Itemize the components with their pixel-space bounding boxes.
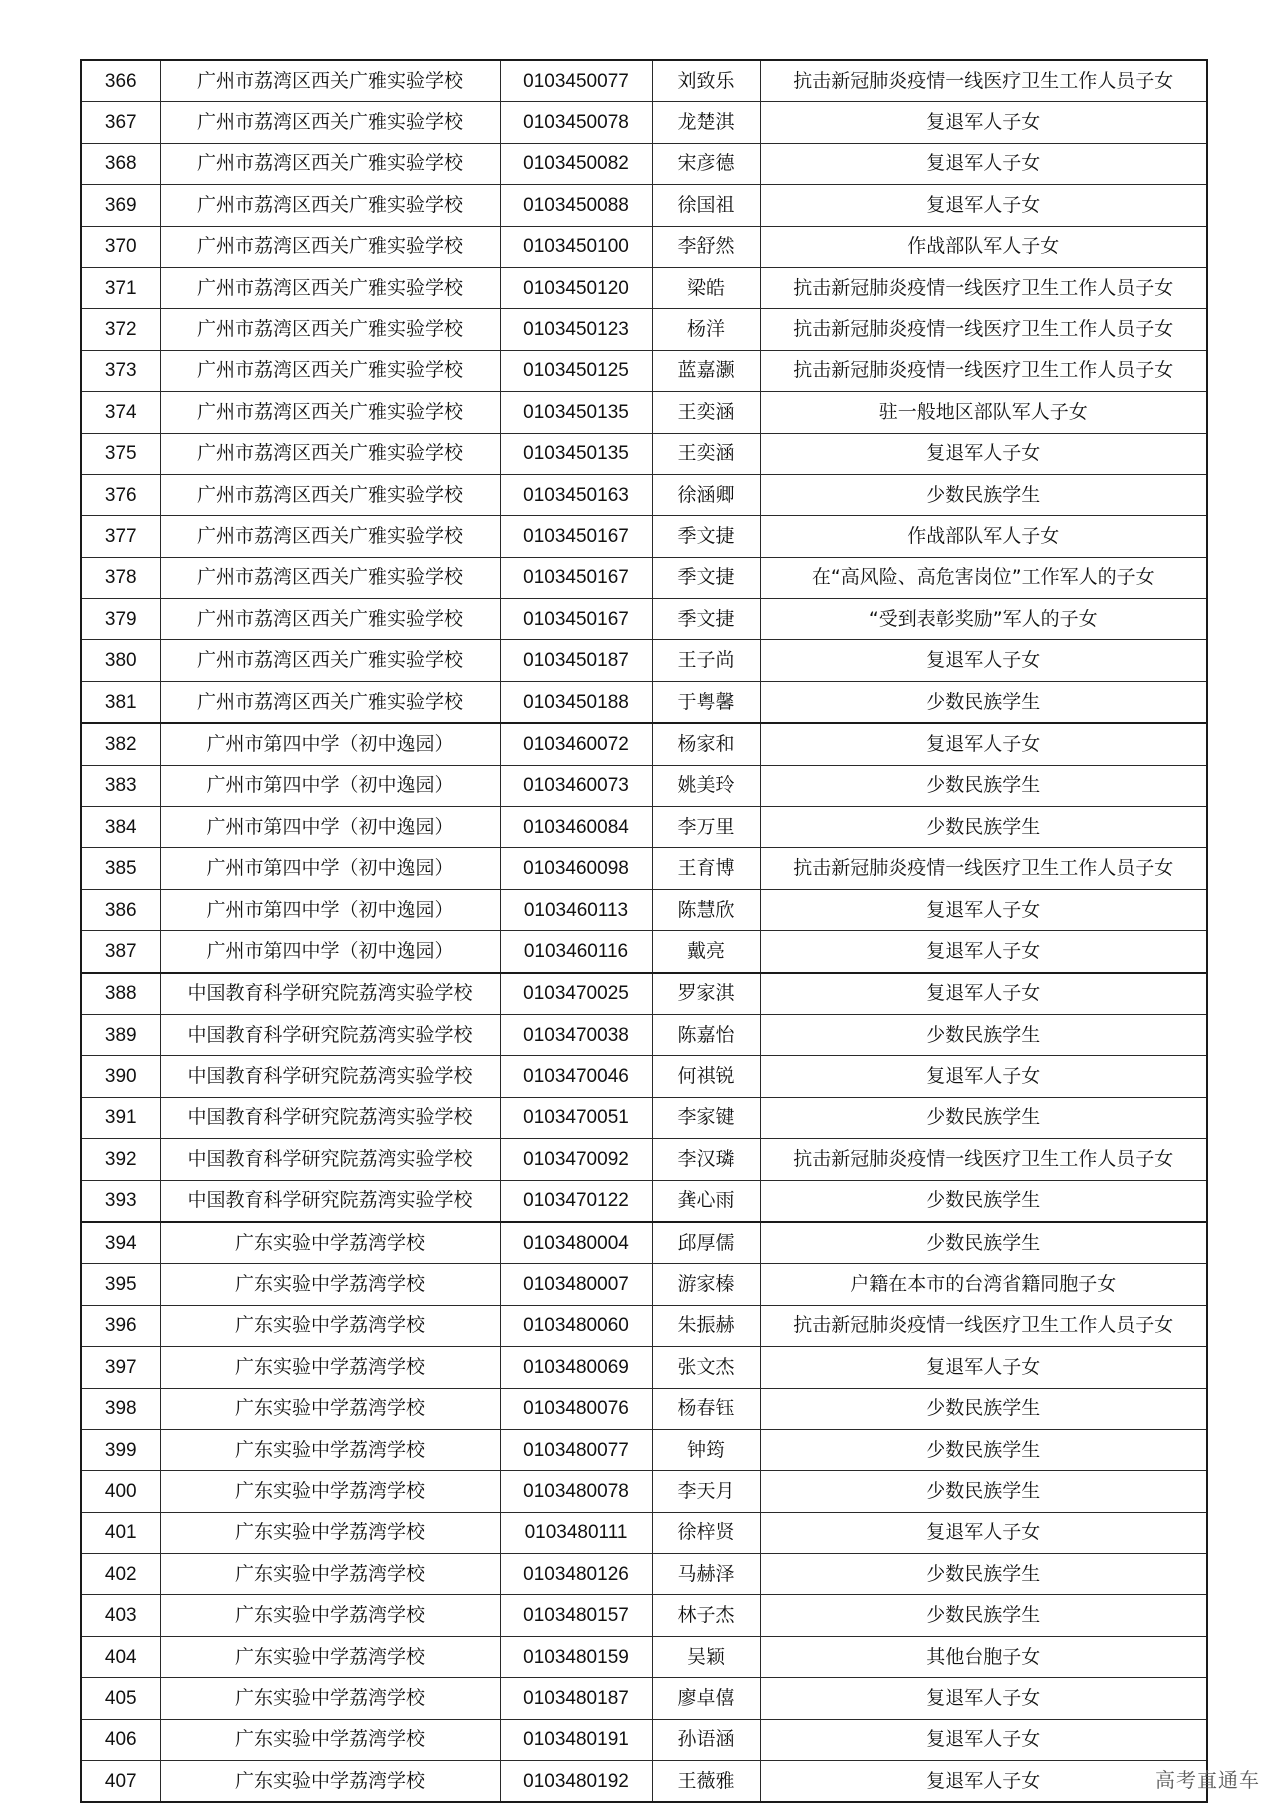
row-number-cell: 382 <box>81 723 160 765</box>
student-name-cell: 李舒然 <box>652 226 760 267</box>
row-number-cell: 402 <box>81 1554 160 1595</box>
category-cell: 抗击新冠肺炎疫情一线医疗卫生工作人员子女 <box>760 309 1207 350</box>
student-name-cell: 罗家淇 <box>652 973 760 1015</box>
row-number-cell: 381 <box>81 681 160 723</box>
row-number-cell: 404 <box>81 1636 160 1677</box>
table-row <box>81 681 1207 723</box>
row-number-cell: 392 <box>81 1139 160 1180</box>
student-id-cell: 0103470046 <box>500 1056 652 1097</box>
student-name-cell: 王薇雅 <box>652 1761 760 1803</box>
table-row <box>81 557 1207 598</box>
school-cell: 广州市荔湾区西关广雅实验学校 <box>160 681 500 723</box>
row-number-cell: 394 <box>81 1222 160 1264</box>
student-id-cell: 0103450135 <box>500 392 652 433</box>
student-name-cell: 季文捷 <box>652 557 760 598</box>
table-row <box>81 309 1207 350</box>
table-row <box>81 1388 1207 1429</box>
table-row <box>81 640 1207 681</box>
student-id-cell: 0103480007 <box>500 1264 652 1305</box>
student-name-cell: 邱厚儒 <box>652 1222 760 1264</box>
school-cell: 广东实验中学荔湾学校 <box>160 1429 500 1470</box>
category-cell: 少数民族学生 <box>760 1097 1207 1138</box>
student-name-cell: 戴亮 <box>652 931 760 973</box>
table-row <box>81 1678 1207 1719</box>
category-cell: 复退军人子女 <box>760 889 1207 930</box>
category-cell: “受到表彰奖励”军人的子女 <box>760 599 1207 640</box>
student-id-cell: 0103450078 <box>500 102 652 143</box>
student-name-cell: 徐国祖 <box>652 185 760 226</box>
category-cell: 少数民族学生 <box>760 1595 1207 1636</box>
row-number-cell: 377 <box>81 516 160 557</box>
row-number-cell: 370 <box>81 226 160 267</box>
row-number-cell: 366 <box>81 60 160 102</box>
row-number-cell: 387 <box>81 931 160 973</box>
row-number-cell: 385 <box>81 848 160 889</box>
student-name-cell: 杨洋 <box>652 309 760 350</box>
category-cell: 作战部队军人子女 <box>760 226 1207 267</box>
row-number-cell: 384 <box>81 807 160 848</box>
row-number-cell: 372 <box>81 309 160 350</box>
student-id-cell: 0103450120 <box>500 267 652 308</box>
table-row <box>81 226 1207 267</box>
student-name-cell: 徐涵卿 <box>652 474 760 515</box>
category-cell: 复退军人子女 <box>760 143 1207 184</box>
student-name-cell: 龙楚淇 <box>652 102 760 143</box>
student-id-cell: 0103460113 <box>500 889 652 930</box>
category-cell: 少数民族学生 <box>760 807 1207 848</box>
category-cell: 复退军人子女 <box>760 640 1207 681</box>
table-row <box>81 807 1207 848</box>
table-row <box>81 1305 1207 1346</box>
student-id-cell: 0103470025 <box>500 973 652 1015</box>
roster-table <box>80 59 1208 1803</box>
student-name-cell: 王育博 <box>652 848 760 889</box>
student-name-cell: 蓝嘉灏 <box>652 350 760 391</box>
student-id-cell: 0103450135 <box>500 433 652 474</box>
school-cell: 广州市荔湾区西关广雅实验学校 <box>160 474 500 515</box>
student-id-cell: 0103480077 <box>500 1429 652 1470</box>
table-row <box>81 848 1207 889</box>
category-cell: 少数民族学生 <box>760 681 1207 723</box>
school-cell: 广州市第四中学（初中逸园） <box>160 931 500 973</box>
table-row <box>81 889 1207 930</box>
row-number-cell: 379 <box>81 599 160 640</box>
student-id-cell: 0103480191 <box>500 1719 652 1760</box>
school-cell: 广州市荔湾区西关广雅实验学校 <box>160 102 500 143</box>
table-row <box>81 143 1207 184</box>
student-id-cell: 0103480060 <box>500 1305 652 1346</box>
table-row <box>81 1471 1207 1512</box>
school-cell: 中国教育科学研究院荔湾实验学校 <box>160 1139 500 1180</box>
student-id-cell: 0103460116 <box>500 931 652 973</box>
table-row <box>81 102 1207 143</box>
student-name-cell: 姚美玲 <box>652 765 760 806</box>
table-row <box>81 765 1207 806</box>
table-row <box>81 1636 1207 1677</box>
school-cell: 广东实验中学荔湾学校 <box>160 1347 500 1388</box>
school-cell: 广州市荔湾区西关广雅实验学校 <box>160 557 500 598</box>
category-cell: 复退军人子女 <box>760 723 1207 765</box>
school-cell: 广州市第四中学（初中逸园） <box>160 807 500 848</box>
school-cell: 广州市荔湾区西关广雅实验学校 <box>160 267 500 308</box>
table-row <box>81 350 1207 391</box>
school-cell: 广东实验中学荔湾学校 <box>160 1222 500 1264</box>
school-cell: 广东实验中学荔湾学校 <box>160 1595 500 1636</box>
student-id-cell: 0103450100 <box>500 226 652 267</box>
student-name-cell: 杨家和 <box>652 723 760 765</box>
student-id-cell: 0103450167 <box>500 516 652 557</box>
student-name-cell: 廖卓僖 <box>652 1678 760 1719</box>
student-id-cell: 0103450167 <box>500 557 652 598</box>
category-cell: 少数民族学生 <box>760 1180 1207 1222</box>
student-name-cell: 孙语涵 <box>652 1719 760 1760</box>
row-number-cell: 407 <box>81 1761 160 1803</box>
school-cell: 广东实验中学荔湾学校 <box>160 1305 500 1346</box>
table-row <box>81 931 1207 973</box>
school-cell: 广州市第四中学（初中逸园） <box>160 765 500 806</box>
school-cell: 广东实验中学荔湾学校 <box>160 1761 500 1803</box>
category-cell: 少数民族学生 <box>760 1429 1207 1470</box>
student-name-cell: 朱振赫 <box>652 1305 760 1346</box>
row-number-cell: 374 <box>81 392 160 433</box>
category-cell: 其他台胞子女 <box>760 1636 1207 1677</box>
student-id-cell: 0103480076 <box>500 1388 652 1429</box>
school-cell: 广州市荔湾区西关广雅实验学校 <box>160 226 500 267</box>
student-id-cell: 0103460098 <box>500 848 652 889</box>
school-cell: 广州市第四中学（初中逸园） <box>160 889 500 930</box>
row-number-cell: 369 <box>81 185 160 226</box>
category-cell: 复退军人子女 <box>760 1678 1207 1719</box>
category-cell: 复退军人子女 <box>760 973 1207 1015</box>
category-cell: 在“高风险、高危害岗位”工作军人的子女 <box>760 557 1207 598</box>
student-name-cell: 王奕涵 <box>652 433 760 474</box>
category-cell: 复退军人子女 <box>760 1761 1207 1803</box>
school-cell: 广州市荔湾区西关广雅实验学校 <box>160 60 500 102</box>
student-id-cell: 0103470092 <box>500 1139 652 1180</box>
row-number-cell: 403 <box>81 1595 160 1636</box>
table-row <box>81 516 1207 557</box>
school-cell: 广州市第四中学（初中逸园） <box>160 723 500 765</box>
student-id-cell: 0103460084 <box>500 807 652 848</box>
roster-table-body <box>81 60 1207 1802</box>
category-cell: 户籍在本市的台湾省籍同胞子女 <box>760 1264 1207 1305</box>
category-cell: 复退军人子女 <box>760 1056 1207 1097</box>
student-id-cell: 0103450082 <box>500 143 652 184</box>
student-id-cell: 0103450167 <box>500 599 652 640</box>
school-cell: 广东实验中学荔湾学校 <box>160 1512 500 1553</box>
student-name-cell: 徐梓贤 <box>652 1512 760 1553</box>
table-row <box>81 1264 1207 1305</box>
table-row <box>81 1429 1207 1470</box>
category-cell: 复退军人子女 <box>760 1512 1207 1553</box>
category-cell: 复退军人子女 <box>760 1347 1207 1388</box>
school-cell: 广州市荔湾区西关广雅实验学校 <box>160 640 500 681</box>
school-cell: 广州市荔湾区西关广雅实验学校 <box>160 392 500 433</box>
school-cell: 广州市荔湾区西关广雅实验学校 <box>160 350 500 391</box>
category-cell: 复退军人子女 <box>760 1719 1207 1760</box>
category-cell: 少数民族学生 <box>760 1388 1207 1429</box>
student-id-cell: 0103460073 <box>500 765 652 806</box>
row-number-cell: 391 <box>81 1097 160 1138</box>
school-cell: 广州市第四中学（初中逸园） <box>160 848 500 889</box>
student-id-cell: 0103450077 <box>500 60 652 102</box>
row-number-cell: 388 <box>81 973 160 1015</box>
student-id-cell: 0103480192 <box>500 1761 652 1803</box>
student-name-cell: 林子杰 <box>652 1595 760 1636</box>
student-id-cell: 0103480157 <box>500 1595 652 1636</box>
school-cell: 广东实验中学荔湾学校 <box>160 1636 500 1677</box>
school-cell: 广东实验中学荔湾学校 <box>160 1264 500 1305</box>
school-cell: 广东实验中学荔湾学校 <box>160 1471 500 1512</box>
student-id-cell: 0103480078 <box>500 1471 652 1512</box>
row-number-cell: 398 <box>81 1388 160 1429</box>
student-name-cell: 宋彦德 <box>652 143 760 184</box>
row-number-cell: 375 <box>81 433 160 474</box>
row-number-cell: 390 <box>81 1056 160 1097</box>
table-row <box>81 433 1207 474</box>
student-id-cell: 0103450163 <box>500 474 652 515</box>
student-name-cell: 李汉璘 <box>652 1139 760 1180</box>
row-number-cell: 367 <box>81 102 160 143</box>
school-cell: 中国教育科学研究院荔湾实验学校 <box>160 1097 500 1138</box>
student-id-cell: 0103470051 <box>500 1097 652 1138</box>
watermark-text: 高考直通车 <box>1155 1768 1260 1792</box>
row-number-cell: 399 <box>81 1429 160 1470</box>
student-name-cell: 王子尚 <box>652 640 760 681</box>
table-row <box>81 392 1207 433</box>
category-cell: 少数民族学生 <box>760 1554 1207 1595</box>
student-id-cell: 0103480187 <box>500 1678 652 1719</box>
student-name-cell: 张文杰 <box>652 1347 760 1388</box>
row-number-cell: 376 <box>81 474 160 515</box>
student-id-cell: 0103450187 <box>500 640 652 681</box>
student-name-cell: 刘致乐 <box>652 60 760 102</box>
student-name-cell: 吴颖 <box>652 1636 760 1677</box>
table-row <box>81 1512 1207 1553</box>
student-name-cell: 李万里 <box>652 807 760 848</box>
category-cell: 少数民族学生 <box>760 765 1207 806</box>
school-cell: 中国教育科学研究院荔湾实验学校 <box>160 973 500 1015</box>
school-cell: 广州市荔湾区西关广雅实验学校 <box>160 516 500 557</box>
student-name-cell: 马赫泽 <box>652 1554 760 1595</box>
student-name-cell: 季文捷 <box>652 599 760 640</box>
school-cell: 中国教育科学研究院荔湾实验学校 <box>160 1180 500 1222</box>
category-cell: 复退军人子女 <box>760 931 1207 973</box>
row-number-cell: 405 <box>81 1678 160 1719</box>
student-name-cell: 杨春钰 <box>652 1388 760 1429</box>
category-cell: 抗击新冠肺炎疫情一线医疗卫生工作人员子女 <box>760 1139 1207 1180</box>
school-cell: 广州市荔湾区西关广雅实验学校 <box>160 309 500 350</box>
student-id-cell: 0103480111 <box>500 1512 652 1553</box>
row-number-cell: 386 <box>81 889 160 930</box>
row-number-cell: 368 <box>81 143 160 184</box>
student-name-cell: 何祺锐 <box>652 1056 760 1097</box>
table-row <box>81 1719 1207 1760</box>
row-number-cell: 406 <box>81 1719 160 1760</box>
table-row <box>81 973 1207 1015</box>
row-number-cell: 378 <box>81 557 160 598</box>
student-name-cell: 钟筠 <box>652 1429 760 1470</box>
student-id-cell: 0103470122 <box>500 1180 652 1222</box>
student-id-cell: 0103480159 <box>500 1636 652 1677</box>
category-cell: 复退军人子女 <box>760 102 1207 143</box>
student-name-cell: 李天月 <box>652 1471 760 1512</box>
category-cell: 复退军人子女 <box>760 185 1207 226</box>
category-cell: 少数民族学生 <box>760 1222 1207 1264</box>
row-number-cell: 400 <box>81 1471 160 1512</box>
table-row <box>81 267 1207 308</box>
student-name-cell: 陈嘉怡 <box>652 1014 760 1055</box>
table-row <box>81 1595 1207 1636</box>
table-row <box>81 60 1207 102</box>
student-name-cell: 王奕涵 <box>652 392 760 433</box>
row-number-cell: 397 <box>81 1347 160 1388</box>
student-id-cell: 0103480069 <box>500 1347 652 1388</box>
category-cell: 抗击新冠肺炎疫情一线医疗卫生工作人员子女 <box>760 60 1207 102</box>
row-number-cell: 373 <box>81 350 160 391</box>
student-name-cell: 季文捷 <box>652 516 760 557</box>
row-number-cell: 395 <box>81 1264 160 1305</box>
table-row <box>81 1761 1207 1803</box>
student-id-cell: 0103450125 <box>500 350 652 391</box>
row-number-cell: 380 <box>81 640 160 681</box>
table-row <box>81 1554 1207 1595</box>
row-number-cell: 393 <box>81 1180 160 1222</box>
table-row <box>81 1097 1207 1138</box>
school-cell: 广东实验中学荔湾学校 <box>160 1388 500 1429</box>
row-number-cell: 389 <box>81 1014 160 1055</box>
student-id-cell: 0103450188 <box>500 681 652 723</box>
student-name-cell: 李家键 <box>652 1097 760 1138</box>
student-name-cell: 于粤馨 <box>652 681 760 723</box>
category-cell: 驻一般地区部队军人子女 <box>760 392 1207 433</box>
table-row <box>81 185 1207 226</box>
school-cell: 中国教育科学研究院荔湾实验学校 <box>160 1056 500 1097</box>
table-row <box>81 1056 1207 1097</box>
category-cell: 少数民族学生 <box>760 1014 1207 1055</box>
school-cell: 广东实验中学荔湾学校 <box>160 1554 500 1595</box>
school-cell: 广州市荔湾区西关广雅实验学校 <box>160 185 500 226</box>
student-id-cell: 0103480126 <box>500 1554 652 1595</box>
category-cell: 少数民族学生 <box>760 1471 1207 1512</box>
table-row <box>81 1139 1207 1180</box>
category-cell: 抗击新冠肺炎疫情一线医疗卫生工作人员子女 <box>760 1305 1207 1346</box>
category-cell: 抗击新冠肺炎疫情一线医疗卫生工作人员子女 <box>760 350 1207 391</box>
student-id-cell: 0103450088 <box>500 185 652 226</box>
school-cell: 广州市荔湾区西关广雅实验学校 <box>160 599 500 640</box>
school-cell: 广州市荔湾区西关广雅实验学校 <box>160 143 500 184</box>
table-row <box>81 1180 1207 1222</box>
table-row <box>81 1222 1207 1264</box>
row-number-cell: 401 <box>81 1512 160 1553</box>
school-cell: 广州市荔湾区西关广雅实验学校 <box>160 433 500 474</box>
category-cell: 少数民族学生 <box>760 474 1207 515</box>
row-number-cell: 383 <box>81 765 160 806</box>
table-row <box>81 1014 1207 1055</box>
category-cell: 抗击新冠肺炎疫情一线医疗卫生工作人员子女 <box>760 848 1207 889</box>
student-id-cell: 0103480004 <box>500 1222 652 1264</box>
school-cell: 中国教育科学研究院荔湾实验学校 <box>160 1014 500 1055</box>
student-name-cell: 游家榛 <box>652 1264 760 1305</box>
row-number-cell: 396 <box>81 1305 160 1346</box>
student-name-cell: 梁皓 <box>652 267 760 308</box>
school-cell: 广东实验中学荔湾学校 <box>160 1678 500 1719</box>
student-name-cell: 陈慧欣 <box>652 889 760 930</box>
student-id-cell: 0103450123 <box>500 309 652 350</box>
student-id-cell: 0103460072 <box>500 723 652 765</box>
student-name-cell: 龚心雨 <box>652 1180 760 1222</box>
school-cell: 广东实验中学荔湾学校 <box>160 1719 500 1760</box>
table-row <box>81 723 1207 765</box>
table-row <box>81 474 1207 515</box>
category-cell: 复退军人子女 <box>760 433 1207 474</box>
student-id-cell: 0103470038 <box>500 1014 652 1055</box>
table-row <box>81 1347 1207 1388</box>
table-row <box>81 599 1207 640</box>
category-cell: 作战部队军人子女 <box>760 516 1207 557</box>
category-cell: 抗击新冠肺炎疫情一线医疗卫生工作人员子女 <box>760 267 1207 308</box>
row-number-cell: 371 <box>81 267 160 308</box>
